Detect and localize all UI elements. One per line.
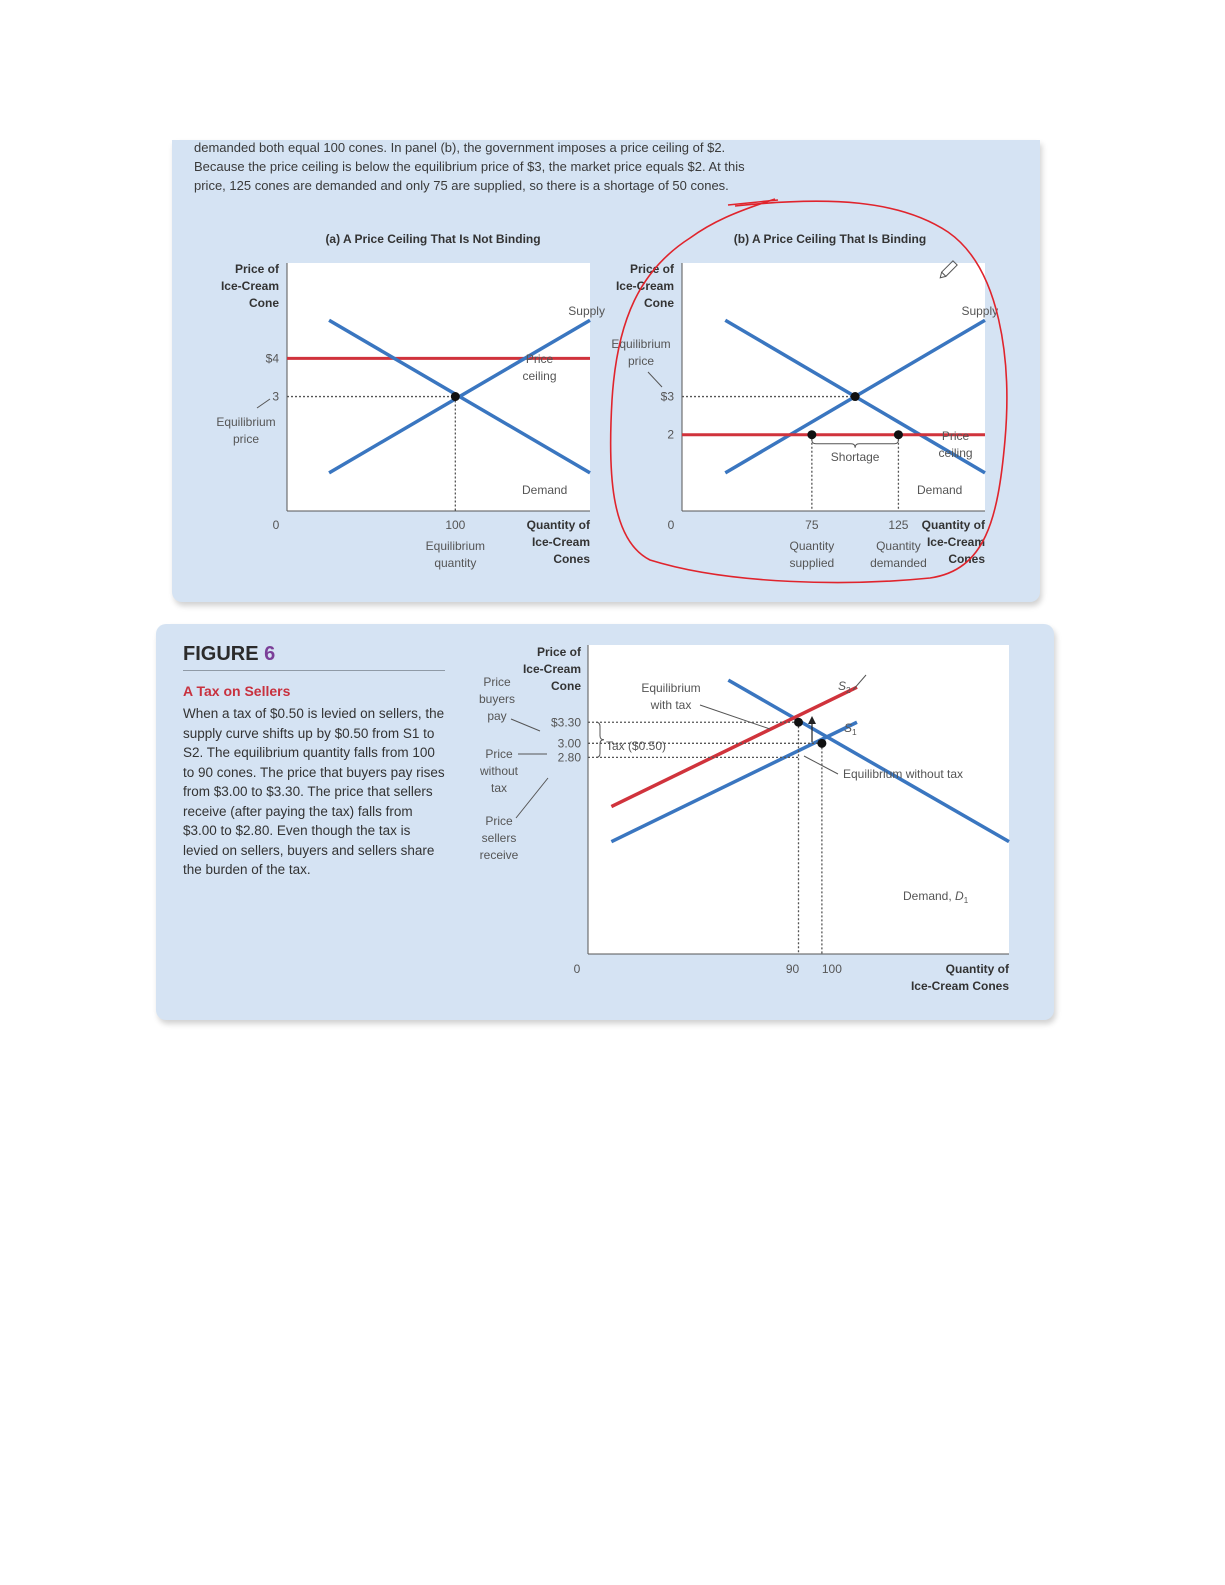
y-tick-label-b: 2 — [667, 427, 674, 442]
y-axis-label-fig6: Cone — [551, 679, 581, 693]
sellers-receive-label: receive — [479, 848, 519, 862]
x-axis-label-b: Ice-Cream — [926, 535, 985, 549]
top-caption-text: demanded both equal 100 cones. In panel (b), the government imposes a price ceiling of $2. Because the price ceiling is below the equilibrium price of $3, the market price equals $2. At this price, 125 cones are demanded and only 75 are supplied, so there is a shortage of 50 cones. — [194, 140, 745, 193]
y-tick-label-a: 3 — [272, 389, 279, 404]
x-tick-label-b: 75 — [805, 518, 819, 532]
y-axis-label-fig6: Ice-Cream — [522, 662, 581, 676]
figure-label: FIGURE — [183, 643, 259, 665]
y-tick-label-b: $3 — [660, 389, 674, 404]
x-tick-label-fig6: 90 — [785, 962, 800, 976]
x-tick-label-b: 125 — [888, 518, 909, 532]
shortage-label-b: Shortage — [830, 450, 880, 464]
supply-label-a: Supply — [568, 304, 605, 318]
eq-with-tax-label: Equilibrium — [641, 681, 701, 695]
without-tax-label: Price — [485, 747, 513, 761]
demand-label-b: Demand — [917, 483, 963, 497]
quantity-demanded-label-b: demanded — [870, 556, 927, 570]
eq-price-label-b: Equilibrium — [611, 337, 671, 351]
eq-price-label-a: Equilibrium — [216, 415, 276, 429]
y-axis-label-a: Ice-Cream — [220, 279, 279, 293]
x-axis-label-a: Cones — [553, 552, 590, 566]
origin-label-b: 0 — [667, 518, 675, 532]
price-ceiling-label-a: ceiling — [522, 369, 557, 383]
demand-label-a: Demand — [522, 483, 568, 497]
price-ceiling-label-a: Price — [525, 352, 554, 366]
eq-price-label-b: price — [627, 354, 655, 368]
x-axis-label-b: Quantity of — [921, 518, 985, 532]
origin-label-fig6: 0 — [573, 962, 581, 976]
y-axis-label-b: Price of — [629, 262, 674, 276]
y-axis-label-fig6: Price of — [536, 645, 581, 659]
panel-b-title: (b) A Price Ceiling That Is Binding — [733, 232, 927, 246]
x-axis-label-a: Quantity of — [526, 518, 590, 532]
plot-area-b — [682, 263, 985, 511]
buyers-pay-label: pay — [487, 709, 507, 723]
price-ceiling-label-b: Price — [941, 429, 970, 443]
s2-label: $S_2$ — [838, 679, 851, 695]
buyers-pay-label: buyers — [478, 692, 516, 706]
buyers-pay-leader — [511, 719, 540, 731]
without-tax-label: without — [479, 764, 519, 778]
x-axis-label-a: Ice-Cream — [531, 535, 590, 549]
x-tick-label-fig6: 100 — [821, 962, 842, 976]
y-tick-label-fig6: 3.00 — [557, 736, 581, 751]
without-tax-label: tax — [490, 781, 508, 795]
y-axis-label-a: Price of — [234, 262, 279, 276]
supply-label-b: Supply — [961, 304, 999, 318]
equilibrium-point-b — [851, 392, 860, 401]
eq-quantity-label-a: quantity — [434, 556, 477, 570]
y-axis-label-b: Ice-Cream — [615, 279, 674, 293]
buyers-pay-label: Price — [483, 675, 511, 689]
s1-label: $S_1$ — [844, 721, 857, 737]
quantity-supplied-label-b: supplied — [789, 556, 835, 570]
equilibrium-without-tax-point — [817, 739, 826, 748]
panel-a-title: (a) A Price Ceiling That Is Not Binding — [325, 232, 541, 246]
y-axis-label-b: Cone — [644, 296, 674, 310]
figure-number: 6 — [264, 643, 276, 665]
x-axis-label-fig6: Ice-Cream Cones — [910, 979, 1009, 993]
quantity-supplied-label-b: Quantity — [789, 539, 835, 553]
demand-label-fig6: Demand, $D_1$ — [903, 889, 969, 905]
figure-caption: When a tax of $0.50 is levied on sellers, the supply curve shifts up by $0.50 from S1 to S2. The equilibrium quantity falls from 100 to 90 cones. The price that buyers pay rises from $3.00 to $3.30. The price that sellers receive (after paying the tax) falls from $3.00 to $2.80. Even though the tax is levied on sellers, buyers and sellers share the burden of the tax. — [183, 706, 445, 877]
eq-price-leader-b — [648, 372, 662, 387]
price-ceiling-label-b: ceiling — [938, 446, 973, 460]
tax-label: Tax ($0.50) — [606, 739, 667, 753]
ceiling-intersection-point-b — [894, 430, 903, 439]
eq-without-tax-label: Equilibrium without tax — [843, 767, 964, 781]
sellers-receive-label: sellers — [481, 831, 517, 845]
quantity-demanded-label-b: Quantity — [876, 539, 921, 553]
y-tick-label-a: $4 — [265, 351, 279, 366]
eq-price-leader-a — [257, 399, 270, 408]
y-tick-label-fig6: $3.30 — [550, 715, 581, 730]
y-axis-label-a: Cone — [249, 296, 279, 310]
eq-with-tax-label: with tax — [650, 698, 692, 712]
origin-label-a: 0 — [272, 518, 280, 532]
sellers-receive-label: Price — [485, 814, 513, 828]
x-tick-label-a: 100 — [445, 518, 466, 532]
plot-area-a — [287, 263, 590, 511]
equilibrium-with-tax-point — [794, 718, 803, 727]
eq-price-label-a: price — [232, 432, 260, 446]
eq-quantity-label-a: Equilibrium — [425, 539, 486, 553]
figure-subtitle: A Tax on Sellers — [183, 683, 291, 699]
ceiling-intersection-point-b — [807, 430, 816, 439]
sellers-receive-leader — [516, 778, 548, 818]
x-axis-label-b: Cones — [948, 552, 985, 566]
equilibrium-point-a — [451, 392, 460, 401]
x-axis-label-fig6: Quantity of — [945, 962, 1009, 976]
y-tick-label-fig6: 2.80 — [557, 750, 581, 765]
